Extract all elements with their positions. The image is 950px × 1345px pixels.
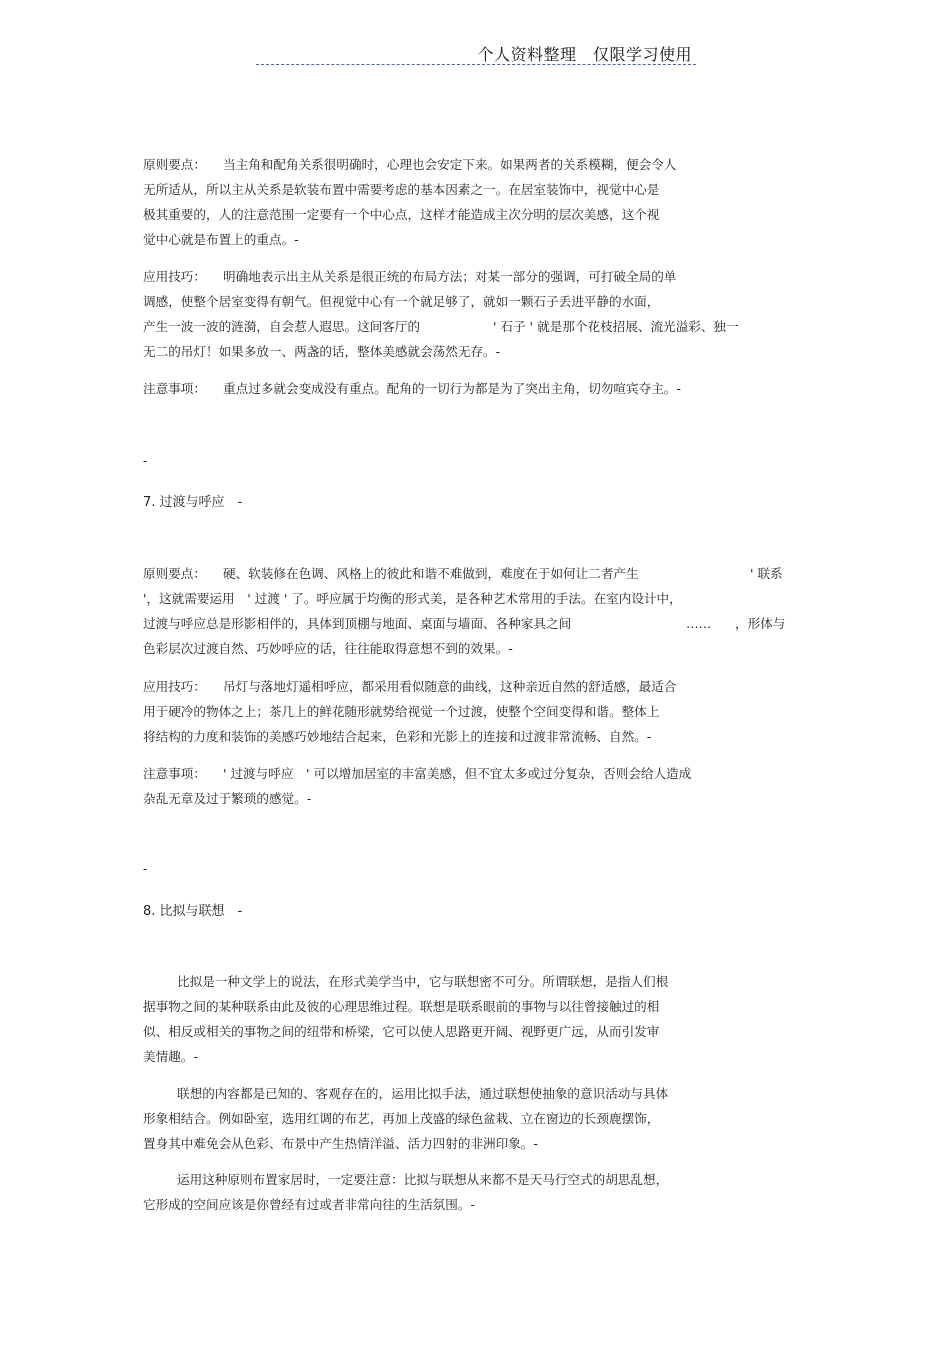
header-title: 个人资料整理 仅限学习使用 [477, 45, 692, 64]
text-line: 重点过多就会变成没有重点。配角的一切行为都是为了突出主角，切勿喧宾夺主。- [223, 381, 681, 396]
label-principle: 原则要点： [143, 566, 206, 581]
text-line: 吊灯与落地灯遥相呼应，都采用看似随意的曲线，这种亲近自然的舒适感，最适合 [223, 679, 677, 694]
text-line: 过渡与呼应总是形影相伴的，具体到顶棚与地面、桌面与墙面、各种家具之间 [143, 616, 572, 631]
text-line: 觉中心就是布置上的重点。- [143, 232, 299, 247]
label-notes: 注意事项： [143, 381, 206, 396]
paragraph-notes-1 [143, 376, 681, 401]
paragraph-8-1 [143, 969, 668, 1069]
text-line: 形象相结合。例如卧室，选用红调的布艺，再加上茂盛的绿色盆栽、立在窗边的长颈鹿摆饰， [143, 1111, 660, 1126]
label-technique: 应用技巧： [143, 269, 206, 284]
text-fragment: …… [686, 616, 712, 631]
page-header [256, 42, 696, 65]
text-line: '，这就需要运用 ' 过渡 ' 了。呼应属于均衡的形式美，是各种艺术常用的手法。在室内设计中， [143, 591, 682, 606]
text-line: 杂乱无章及过于繁琐的感觉。- [143, 791, 312, 806]
label-technique: 应用技巧： [143, 679, 206, 694]
separator-dash: - [143, 454, 148, 468]
text-line: 无二的吊灯！如果多放一、两盏的话，整体美感就会荡然无存。- [143, 344, 501, 359]
text-fragment: ' 石子 ' 就是那个花枝招展、流光溢彩、独一 [493, 319, 739, 334]
label-notes: 注意事项： [143, 766, 206, 781]
text-line: 置身其中难免会从色彩、布景中产生热情洋溢、活力四射的非洲印象。- [143, 1136, 538, 1151]
paragraph-8-3 [143, 1167, 668, 1217]
paragraph-principle-1 [143, 152, 676, 252]
text-line: 调感，使整个居室变得有朝气。但视觉中心有一个就足够了，就如一颗石子丢进平静的水面， [143, 294, 660, 309]
text-line: 无所适从，所以主从关系是软装布置中需要考虑的基本因素之一。在居室装饰中，视觉中心是 [143, 182, 660, 197]
paragraph-technique-7 [143, 674, 676, 749]
text-fragment: ，形体与 [735, 616, 786, 631]
text-line: 明确地表示出主从关系是很正统的布局方法；对某一部分的强调，可打破全局的单 [223, 269, 677, 284]
paragraph-principle-7 [143, 561, 682, 661]
text-line: 比拟是一种文学上的说法，在形式美学当中，它与联想密不可分。所谓联想，是指人们根 [177, 974, 669, 989]
text-line: 据事物之间的某种联系由此及彼的心理思维过程。联想是联系眼前的事物与以往曾接触过的相 [143, 999, 660, 1014]
section-heading-8: 8. 比拟与联想 - [143, 904, 243, 919]
text-line: 运用这种原则布置家居时，一定要注意：比拟与联想从来都不是天马行空式的胡思乱想， [177, 1172, 669, 1187]
paragraph-8-2 [143, 1081, 668, 1156]
text-line: 将结构的力度和装饰的美感巧妙地结合起来，色彩和光影上的连接和过渡非常流畅、自然。- [143, 729, 652, 744]
label-principle: 原则要点： [143, 157, 206, 172]
text-line: 硬、软装修在色调、风格上的彼此和谐不难做到，难度在于如何让二者产生 [223, 566, 639, 581]
text-line: 用于硬冷的物体之上；茶几上的鲜花随形就势给视觉一个过渡，使整个空间变得和谐。整体上 [143, 704, 660, 719]
text-line: ' 过渡与呼应 ' 可以增加居室的丰富美感，但不宜太多或过分复杂，否则会给人造成 [223, 766, 692, 781]
text-fragment: ' 联系 [750, 566, 783, 581]
text-line: 当主角和配角关系很明确时，心理也会安定下来。如果两者的关系模糊，便会令人 [223, 157, 677, 172]
text-line: 联想的内容都是已知的、客观存在的，运用比拟手法，通过联想使抽象的意识活动与具体 [177, 1086, 669, 1101]
text-line: 产生一波一波的涟漪，自会惹人遐思。这间客厅的 [143, 319, 421, 334]
section-heading-7: 7. 过渡与呼应 - [143, 495, 243, 510]
text-line: 美情趣。- [143, 1049, 198, 1064]
paragraph-notes-7 [143, 761, 691, 811]
separator-dash: - [143, 862, 148, 876]
text-line: 它形成的空间应该是你曾经有过或者非常向往的生活氛围。- [143, 1197, 475, 1212]
text-line: 似、相反或相关的事物之间的纽带和桥梁，它可以使人思路更开阔、视野更广远，从而引发审 [143, 1024, 660, 1039]
text-line: 极其重要的，人的注意范围一定要有一个中心点，这样才能造成主次分明的层次美感，这个视 [143, 207, 660, 222]
text-line: 色彩层次过渡自然、巧妙呼应的话，往往能取得意想不到的效果。- [143, 641, 513, 656]
